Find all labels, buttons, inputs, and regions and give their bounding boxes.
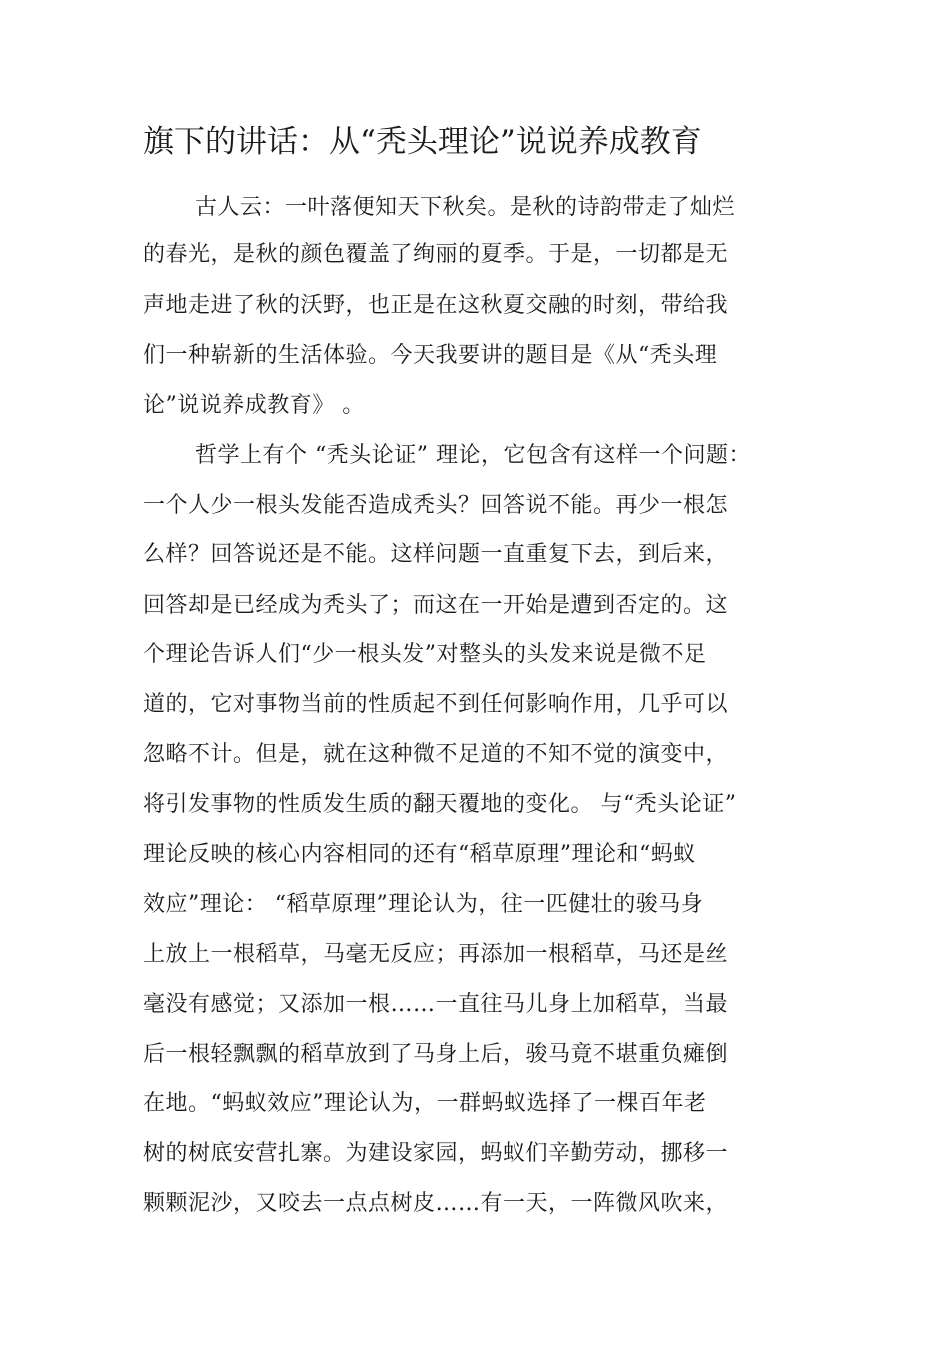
body-line: 们一种崭新的生活体验。今天我要讲的题目是《从“秃头理 xyxy=(143,343,718,368)
body-line: 古人云：一叶落便知天下秋矣。是秋的诗韵带走了灿烂 xyxy=(195,195,736,220)
body-line: 回答却是已经成为秃头了；而这在一开始是遭到否定的。这 xyxy=(143,593,729,618)
body-line: 毫没有感觉；又添加一根……一直往马儿身上加稻草，当最 xyxy=(143,992,729,1017)
body-line: 忽略不计。但是，就在这种微不足道的不知不觉的演变中， xyxy=(143,742,729,767)
body-line: 道的，它对事物当前的性质起不到任何影响作用，几乎可以 xyxy=(143,692,729,717)
body-line: 上放上一根稻草，马毫无反应；再添加一根稻草，马还是丝 xyxy=(143,942,729,967)
body-line: 论”说说养成教育》 。 xyxy=(143,393,365,418)
document-title: 旗下的讲话：从“秃头理论”说说养成教育 xyxy=(143,124,702,160)
body-line: 颗颗泥沙，又咬去一点点树皮……有一天，一阵微风吹来， xyxy=(143,1191,729,1216)
body-line: 后一根轻飘飘的稻草放到了马身上后，骏马竟不堪重负瘫倒 xyxy=(143,1042,729,1067)
body-line: 个理论告诉人们“少一根头发”对整头的头发来说是微不足 xyxy=(143,642,707,667)
body-line: 在地。“蚂蚁效应”理论认为，一群蚂蚁选择了一棵百年老 xyxy=(143,1091,707,1116)
body-line: 么样？回答说还是不能。这样问题一直重复下去，到后来， xyxy=(143,542,729,567)
body-line: 哲学上有个 “秃头论证” 理论，它包含有这样一个问题： xyxy=(195,443,751,468)
body-line: 一个人少一根头发能否造成秃头？回答说不能。再少一根怎 xyxy=(143,493,729,518)
body-line: 的春光，是秋的颜色覆盖了绚丽的夏季。于是，一切都是无 xyxy=(143,242,729,267)
body-line: 理论反映的核心内容相同的还有“稻草原理”理论和“蚂蚁 xyxy=(143,842,696,867)
body-line: 声地走进了秋的沃野，也正是在这秋夏交融的时刻，带给我 xyxy=(143,293,729,318)
body-line: 效应”理论： “稻草原理”理论认为，往一匹健壮的骏马身 xyxy=(143,892,704,917)
body-line: 将引发事物的性质发生质的翻天覆地的变化。 与“秃头论证” xyxy=(143,792,737,817)
body-line: 树的树底安营扎寨。为建设家园，蚂蚁们辛勤劳动，挪移一 xyxy=(143,1141,729,1166)
